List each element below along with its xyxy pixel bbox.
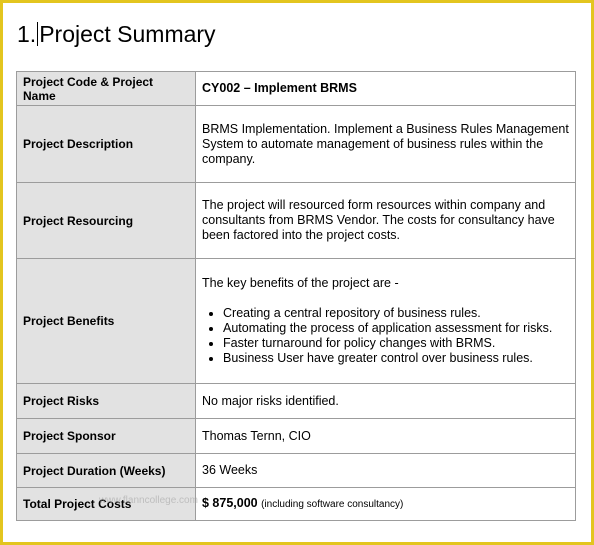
total-cost-note: (including software consultancy) xyxy=(261,499,404,510)
watermark: www.flanncollege.com xyxy=(99,495,198,506)
total-cost-amount: $ 875,000 xyxy=(202,496,258,510)
row-value xyxy=(196,488,576,521)
table-row xyxy=(17,106,576,183)
heading-text: Project Summary xyxy=(39,21,216,47)
row-value: 36 Weeks xyxy=(196,454,576,488)
row-label: Total Project Costs xyxy=(17,488,196,521)
list-item: • Faster turnaround for policy changes with BRMS. xyxy=(223,336,569,351)
benefits-list xyxy=(202,306,569,366)
table-row xyxy=(17,384,576,419)
table-row xyxy=(17,72,576,106)
row-value xyxy=(196,259,576,384)
list-item: • Creating a central repository of business rules. xyxy=(223,306,569,321)
table-row xyxy=(17,454,576,488)
heading-number: 1. xyxy=(17,21,37,47)
row-label: Project Sponsor xyxy=(17,419,196,454)
row-value: CY002 – Implement BRMS xyxy=(196,72,576,106)
row-value: The project will resourced form resources within company and consultants from BRMS Vendor. The costs for consultancy have been factored into the project costs. xyxy=(196,183,576,259)
row-value: Thomas Ternn, CIO xyxy=(196,419,576,454)
row-label: Project Resourcing xyxy=(17,183,196,259)
row-value: BRMS Implementation. Implement a Business Rules Management System to automate management of business rules within the company. xyxy=(196,106,576,183)
page-title xyxy=(17,19,216,49)
benefits-intro: The key benefits of the project are - xyxy=(202,276,399,290)
row-value: No major risks identified. xyxy=(196,384,576,419)
row-label: Project Risks xyxy=(17,384,196,419)
row-label: Project Duration (Weeks) xyxy=(17,454,196,488)
row-label: Project Benefits xyxy=(17,259,196,384)
list-item: • Automating the process of application assessment for risks. xyxy=(223,321,569,336)
table-row xyxy=(17,259,576,384)
table-row xyxy=(17,183,576,259)
table-row xyxy=(17,419,576,454)
row-label: Project Code & Project Name xyxy=(17,72,196,106)
row-label: Project Description xyxy=(17,106,196,183)
list-item: • Business User have greater control over business rules. xyxy=(223,351,569,366)
project-summary-table xyxy=(16,71,576,521)
